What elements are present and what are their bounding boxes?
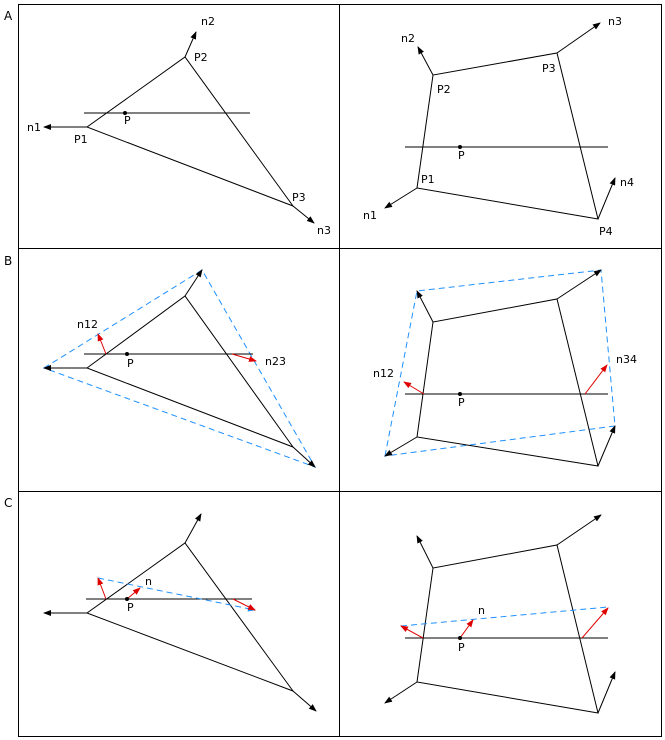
row-label-b: B [4, 254, 13, 268]
point-p [458, 636, 462, 640]
label-p3: P3 [292, 191, 306, 204]
label-n4: n4 [620, 176, 634, 189]
normal-2 [185, 514, 201, 543]
quadrilateral [417, 53, 598, 219]
normal-4 [598, 672, 615, 713]
panel-grid [18, 4, 662, 737]
label-p: P [458, 149, 465, 162]
panel-b-right [373, 270, 637, 466]
normal-1 [385, 437, 417, 456]
normal-2 [417, 291, 433, 322]
label-n2: n2 [401, 32, 415, 45]
dashed-interpolation-line [98, 578, 255, 610]
quadrilateral [417, 299, 598, 466]
normal-n [460, 620, 473, 638]
normal-1 [385, 682, 417, 703]
label-n: n [145, 575, 152, 588]
normal-n23 [233, 599, 255, 610]
normal-n2 [418, 47, 433, 75]
label-n12: n12 [77, 318, 98, 331]
triangle [87, 543, 293, 691]
normal-n34 [582, 608, 608, 638]
panel-a-right [363, 15, 634, 238]
panel-c-right [385, 515, 615, 713]
normal-n4 [598, 178, 615, 219]
panel-c-left [44, 514, 316, 711]
label-p: P [458, 641, 465, 654]
normal-n3 [293, 206, 314, 223]
label-p: P [124, 114, 131, 127]
panel-a-left [27, 15, 331, 237]
triangle [87, 57, 293, 206]
label-n1: n1 [363, 209, 377, 222]
normal-3 [293, 447, 315, 467]
label-n2: n2 [201, 15, 215, 28]
normal-n12 [98, 334, 106, 354]
label-n23: n23 [265, 355, 286, 368]
label-p4: P4 [599, 225, 613, 238]
normal-4 [598, 426, 615, 466]
dashed-interpolation-line [401, 607, 608, 626]
normal-n12 [98, 578, 106, 599]
point-p [125, 352, 129, 356]
normal-n [127, 588, 140, 599]
label-p: P [127, 601, 134, 614]
normal-3 [293, 691, 316, 711]
label-p: P [127, 357, 134, 370]
normal-n12 [401, 626, 423, 638]
quadrilateral [417, 545, 598, 713]
normal-3 [557, 515, 601, 545]
normal-2 [185, 270, 202, 296]
normal-2 [417, 536, 433, 568]
label-p1: P1 [74, 133, 88, 146]
label-p2: P2 [437, 83, 451, 96]
label-p2: P2 [194, 51, 208, 64]
label-n3: n3 [608, 15, 622, 28]
normal-n1 [385, 188, 417, 208]
label-n3: n3 [317, 224, 331, 237]
dashed-normal-envelope [385, 270, 615, 456]
label-p3: P3 [542, 62, 556, 75]
normal-n34 [585, 365, 607, 394]
label-p: P [458, 396, 465, 409]
triangle [87, 296, 293, 447]
normal-n23 [232, 354, 256, 361]
normal-n12 [404, 382, 424, 394]
row-label-c: C [4, 496, 13, 510]
row-label-a: A [4, 9, 13, 23]
label-n: n [478, 604, 485, 617]
label-p1: P1 [421, 173, 435, 186]
label-n12: n12 [373, 367, 394, 380]
panel-b-left [44, 270, 315, 467]
label-n34: n34 [616, 353, 637, 366]
normal-n3 [557, 23, 600, 53]
label-n1: n1 [27, 121, 41, 134]
